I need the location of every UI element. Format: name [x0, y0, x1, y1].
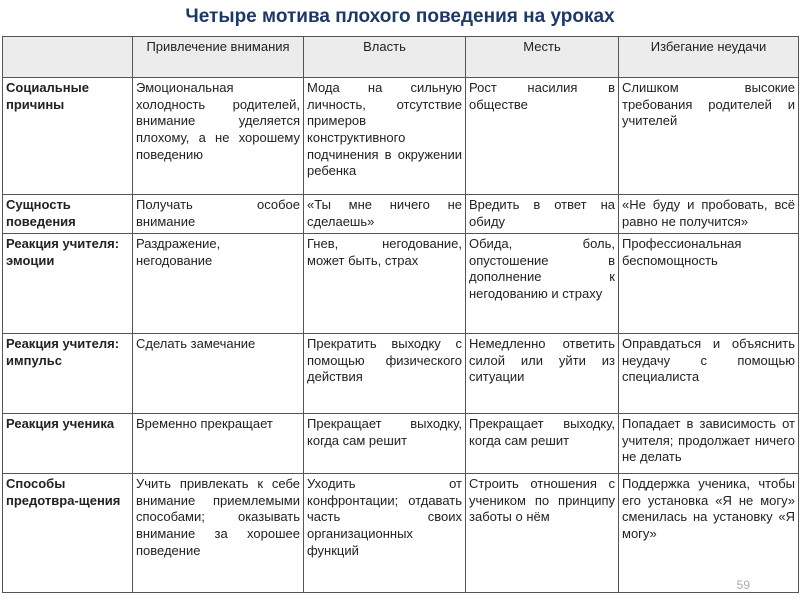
table-row	[3, 78, 799, 195]
table-cell: Временно прекращает	[133, 414, 304, 474]
table-cell: Получать особое внимание	[133, 195, 304, 234]
table-cell: «Ты мне ничего не сделаешь»	[304, 195, 466, 234]
table-row	[3, 195, 799, 234]
corner-header-cell	[3, 37, 133, 78]
column-header-power: Власть	[304, 37, 466, 78]
table-cell: Строить отношения с учеником по принципу заботы о нём	[466, 474, 619, 593]
table-cell: Уходить от конфронтации; отдавать часть своих организационных функций	[304, 474, 466, 593]
table-cell: Сделать замечание	[133, 334, 304, 414]
table-cell: Профессиональная беспомощность	[619, 234, 799, 334]
table-cell: Мода на сильную личность, отсутствие примеров конструктивного подчинения в окружении ребенка	[304, 78, 466, 195]
table-cell: Рост насилия в обществе	[466, 78, 619, 195]
column-header-attention: Привлечение внимания	[133, 37, 304, 78]
row-header-cell: Сущность поведения	[3, 195, 133, 234]
table-cell: Прекратить выходку с помощью физического действия	[304, 334, 466, 414]
table-cell: Обида, боль, опустошение в дополнение к негодованию и страху	[466, 234, 619, 334]
table-cell: Немедленно ответить силой или уйти из ситуации	[466, 334, 619, 414]
table-cell: Гнев, негодование, может быть, страх	[304, 234, 466, 334]
table-cell: Прекращает выходку, когда сам решит	[304, 414, 466, 474]
table-cell: Слишком высокие требования родителей и учителей	[619, 78, 799, 195]
table-cell: Эмоциональная холодность родителей, внимание уделяется плохому, а не хорошему поведению	[133, 78, 304, 195]
row-header-cell: Социальные причины	[3, 78, 133, 195]
column-header-avoidance: Избегание неудачи	[619, 37, 799, 78]
column-header-revenge: Месть	[466, 37, 619, 78]
table-cell: Вредить в ответ на обиду	[466, 195, 619, 234]
table-cell: Прекращает выходку, когда сам решит	[466, 414, 619, 474]
table-row	[3, 474, 799, 593]
table-cell: Попадает в зависимость от учителя; продолжает ничего не делать	[619, 414, 799, 474]
table-row	[3, 334, 799, 414]
slide-title: Четыре мотива плохого поведения на уроках	[185, 6, 615, 27]
page-number: 59	[736, 578, 750, 592]
table-cell: Учить привлекать к себе внимание приемлемыми способами; оказывать внимание за хорошее поведение	[133, 474, 304, 593]
table-cell: «Не буду и пробовать, всё равно не получится»	[619, 195, 799, 234]
row-header-cell: Реакция учителя: импульс	[3, 334, 133, 414]
row-header-cell: Реакция учителя: эмоции	[3, 234, 133, 334]
row-header-cell: Способы предотвра-щения	[3, 474, 133, 593]
row-header-cell: Реакция ученика	[3, 414, 133, 474]
table-cell: Оправдаться и объяснить неудачу с помощью специалиста	[619, 334, 799, 414]
table-cell: Раздражение, негодование	[133, 234, 304, 334]
table-cell: Поддержка ученика, чтобы его установка «Я не могу» сменилась на установку «Я могу»	[619, 474, 799, 593]
table-header-row	[3, 37, 799, 78]
table-row	[3, 234, 799, 334]
motives-table	[2, 36, 799, 593]
table-row	[3, 414, 799, 474]
